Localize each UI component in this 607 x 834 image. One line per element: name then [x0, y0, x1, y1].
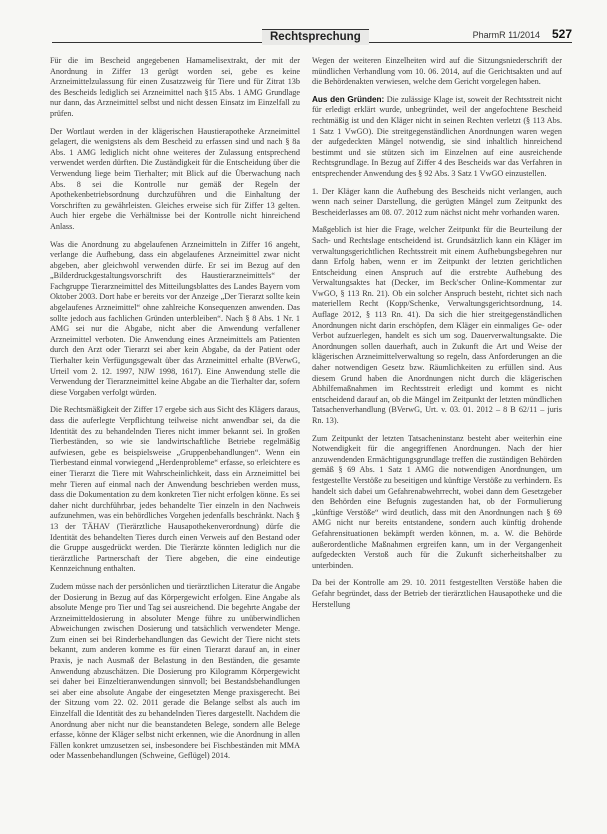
paragraph: Der Wortlaut werden in der klägerischen Haustierapotheke Arzneimittel gelagert, die wenigstens als dem Bescheid zu erfassen sind und nach § 8a Abs. 1 AMG lediglich nicht ohne weiteres der Zulassung entsprechend verwendet werden dürften. Die Zuständigkeit für die Entscheidung über die Verwendung liege beim Tierhalter; mit Blick auf die Überwachung nach Abs. 8 sei die Kontrolle nur gemäß der Regeln der Apothekenbetriebsordnung durchzuführen und die Einhaltung der Vorschriften zu gewährleisten. Gleiches erweise sich für Ziffer 13 gelten. Auch hier ergebe die Verhältnisse bei der Kontrolle nicht hinreichend Anlass. [50, 126, 300, 231]
journal-issue: PharmR 11/2014 [472, 30, 540, 40]
grounds-heading: Aus den Gründen: [312, 94, 385, 104]
paragraph: Was die Anordnung zu abgelaufenen Arzneimitteln in Ziffer 16 angeht, verlange die Aufhebung, dass ein abgelaufenes Arzneimittel zwar nicht abgeben, aber gleichwohl verwenden dürfe. Er sei im Bezug auf den „Bilderdruckgestaltungsvorschrift des Haustierarzneimittels“ der Fachgruppe Tierarzneimittel des Mitteilungsblattes des Landes Bayern vom Oktober 2003. Dort habe er bereits vor der Anzeige „Der Tierarzt sollte kein abgelaufenes Arzneimittel“ ohne zahlreiche Konsequenzen anwenden. Das sollte jedoch aus fachlichen Gründen unterbleiben“. Nach § 8 Abs. 1 Nr. 1 AMG sei nur die Abgabe, nicht aber die Anwendung verfallener Arzneimittel verboten. Die Anwendung eines Arzneimittels am Patienten durch den Arzt oder Tierarzt sei aber kein Abgabe, da der Patient oder Tierhalter kein Verfügungsgewalt über das Arzneimittel erhalte (BVerwG, Urteil vom 2. 12. 1997, NJW 1998, 1617). Eine Anwendung stelle die Verwendung der Tierarzneimittel keine Abgabe an die Tierhalter dar, sofern diese Vorgaben verfolgt würden. [50, 239, 300, 397]
paragraph: Wegen der weiteren Einzelheiten wird auf die Sitzungsniederschrift der mündlichen Verhandlung vom 10. 06. 2014, auf die Gerichtsakten und auf die Behördenakten verwiesen, welche dem Gericht vorgelegen haben. [312, 56, 562, 87]
section-title: Rechtsprechung [262, 29, 369, 45]
paragraph: 1. Der Kläger kann die Aufhebung des Bescheids nicht verlangen, auch wenn nach seiner Darstellung, die gerügten Mängel zum Zeitpunkt des Bescheiderlasses am 08. 07. 2012 zum nächst nicht mehr vorhanden waren. [312, 186, 562, 217]
paragraph: Zudem müsse nach der persönlichen und tierärztlichen Literatur die Angabe der Dosierung in Bezug auf das Körpergewicht erfolgen. Eine Angabe als absolute Menge pro Tier und Tag sei ausreichend. Die begehrte Angabe der Arzneimitteldosierung in absoluter Menge führe zu unüberwindlichen Abweichungen zwischen Dosierung und tatsächlich verwendeter Menge. Zum einen sei bei Rinderbehandlungen das Gewicht der Tiere nicht stets bekannt, zum anderen komme es für einen Tierarzt darauf an, in einer Praxis, je nach Ausmaß der Belastung in den Beständen, die gesamte Anwendung abzuschätzen. Die Dosierung pro Kilogramm Körpergewicht sei daher bei Einzeltieranwendungen sinnvoll; bei Bestandsbehandlungen sei aber eine absolute Angabe der eingesetzten Menge praxisgerecht. Bei der Sitzung vom 22. 02. 2011 gerade die Belange selbst als auch im Einzelfall die Identität des zu behandelnden Tieres dargestellt. Nachdem die Anordnung aber nicht nur die beanstandeten Belege, sondern alle Belege erfasse, könne der Kläger selbst nicht erkennen, wie die Anordnung in allen Fällen konkret umzusetzen sei, insbesondere bei Fischbeständen mit MMA oder Massenbehandlungen (Schweine, Geflügel) 2014. [50, 581, 300, 761]
paragraph: Für die im Bescheid angegebenen Hamamelisextrakt, der mit der Anordnung in Ziffer 13 gerügt worden sei, gebe es keine Arzneimittelzulassung für einen Zusatzzweig für Tiere und für Zitrat 13b des Bescheids lediglich sei Arzneimittel nach §15 Abs. 1 AMG Grundlage nur dann, das Arzneimittel selbst und nicht dessen Einsatz im Einzelfall zu prüfen. [50, 56, 300, 118]
paragraph: Maßgeblich ist hier die Frage, welcher Zeitpunkt für die Beurteilung der Sach- und Rechtslage entscheidend ist. Grundsätzlich kann ein Kläger im verwaltungsgerichtlichen Rechtsstreit mit einem Aufhebungsbegehren nur dann Erfolg haben, wenn er im Zeitpunkt der letzten gerichtlichen Entscheidung einen Anspruch auf die erstrebte Aufhebung des Verwaltungsaktes hat (Decker, im Beck'scher Online-Kommentar zur VwGO, § 113 Rn. 21). Ob ein solcher Anspruch besteht, richtet sich nach materiellem Recht (Kopp/Schenke, Verwaltungsgerichtsordnung, 14. Auflage 2012, § 113 Rn. 41). Da sich die hier streitgegenständlichen Anordnungen nicht darin erschöpfen, dem Kläger ein einmaliges Ge- oder Verbot aufzuerlegen, handelt es sich um sog. Dauerverwaltungsakte. Die Anordnungen sollen dauerhaft, auch in Zukunft die Art und Weise der klägerischen Arzneimittelverwaltung so regeln, dass Anforderungen an die daher notwendigen Gesetz bzw. Räumlichkeiten zu erfüllen sind. Aus diesem Grund haben die Anordnungen nicht durch die klägerischen Abhilfemaßnahmen im Rechtsstreit erledigt und kommt es nicht entscheidend darauf an, ob die Mängel im Zeitpunkt der letzten mündlichen Tatsachenverhandlung (BVerwG, Urt. v. 03. 01. 2012 – 8 B 62/11 – juris Rn. 13). [312, 225, 562, 425]
paragraph: Zum Zeitpunkt der letzten Tatsacheninstanz besteht aber weiterhin eine Notwendigkeit für die angegriffenen Anordnungen. Nach der hier anzuwendenden Ermächtigungsgrundlage treffen die zuständigen Behörden gemäß § 69 Abs. 1 Satz 1 AMG die notwendigen Anordnungen, um festgestellte Verstöße zu beseitigen und künftige Verstöße zu verhindern. Es handelt sich dabei um Gefahrenabwehrrecht, wobei dann dem Gesetzgeber den Behörden eine Befugnis zugestanden hat, ob der Formulierung „künftige Verstöße“ wird deutlich, dass mit den Anordnungen nach § 69 AMG nicht nur bereits entstandene, sondern auch künftig drohende Gefahrensituationen bekämpft werden können, m. a. W. die Behörde außerordentliche Maßnahmen ergreifen kann, um in der Vergangenheit aufgedeckten Verstoß auch für die Zukunft sicherheitshalber zu unterbinden. [312, 433, 562, 570]
left-column [50, 56, 300, 769]
paragraph: Da bei der Kontrolle am 29. 10. 2011 festgestellten Verstöße haben die Gefahr begründet, dass der Betrieb der tierärztlichen Hausapotheke und die Herstellung [312, 578, 562, 609]
grounds-text: Die zulässige Klage ist, soweit der Rechtsstreit nicht für erledigt erklärt wurde, unbegründet, weil der angefochtene Bescheid rechtmäßig ist und den Kläger nicht in seinen Rechten verletzt (§ 113 Abs. 1 Satz 1 VwGO). Die streitgegenständlichen Anordnungen waren wegen der aufgedeckten Mängel notwendig, sie sind inhaltlich hinreichend bestimmt und sie stützen sich im Einzelnen auf eine ausreichende Rechtsgrundlage. In Bezug auf Ziffer 4 des Bescheids war das Verfahren in entsprechender Anwendung des § 92 Abs. 3 Satz 1 VwGO einzustellen. [312, 94, 562, 178]
paragraph: Die Rechtsmäßigkeit der Ziffer 17 ergebe sich aus Sicht des Klägers daraus, dass die auferlegte Verpflichtung teilweise nicht anwendbar sei, da die Identität des zu behandelnden Tieres nicht immer bekannt sei. In großen Tierbeständen, so wie sie landwirtschaftliche Betriebe regelmäßig aufwiesen, gebe es beispielsweise „Gruppenbehandlungen“. Wenn ein Tierbestand einmal vorwiegend „Herdenprobleme“ erfasse, so erleichtere es einer Tierarzt die Tiere mit Wahrscheinlichkeit, dass ein Arzneimittel bei mehr Tieren auf einmal nach der Anwendung beschrieben werden muss, dass die Dokumentation zu dem konkreten Tier nicht erfolgen könne. Es sei daher nicht durchführbar, jedes behandelte Tier einzeln in den Nachweis aufzunehmen, was ein behördliches Vorgehen jedenfalls beschränkt. Nach § 13 der TÄHAV (Tierärztliche Hausapothekenverordnung) dürfe die Identität des behandelten Tieres durch einen Verweis auf den Bestand oder die Gruppe ausgedrückt werden. Die Tierärzte könnten lediglich nur die tierärztliche Partnerschaft der Tiere abgeben, die eine eindeutige Kennzeichnung enthalten. [50, 405, 300, 574]
grounds-paragraph [312, 95, 562, 180]
page-number: 527 [551, 27, 572, 41]
page-header [52, 26, 572, 48]
right-column [312, 56, 562, 610]
